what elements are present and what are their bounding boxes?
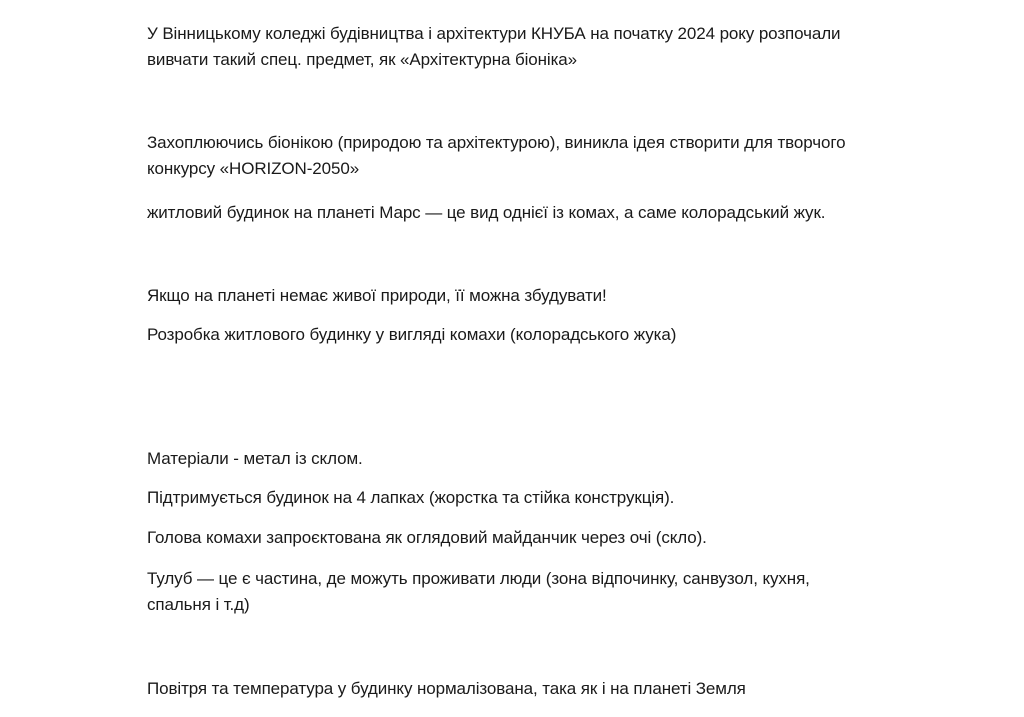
paragraph-idea xyxy=(147,130,845,182)
paragraph-development xyxy=(147,322,676,348)
text-line: Матеріали - метал із склом. xyxy=(147,449,363,468)
paragraph-head xyxy=(147,525,707,551)
text-line: вивчати такий спец. предмет, як «Архітектурна біоніка» xyxy=(147,50,578,69)
paragraph-mars-house xyxy=(147,200,825,226)
paragraph-air-temperature xyxy=(147,676,746,702)
text-line: Голова комахи запроєктована як оглядовий майданчик через очі (скло). xyxy=(147,528,707,547)
paragraph-legs xyxy=(147,485,674,511)
text-line: Якщо на планеті немає живої природи, її можна збудувати! xyxy=(147,286,607,305)
text-line: Тулуб — це є частина, де можуть проживати люди (зона відпочинку, санвузол, кухня, xyxy=(147,569,810,588)
paragraph-no-nature xyxy=(147,283,607,309)
text-line: конкурсу «HORIZON-2050» xyxy=(147,159,360,178)
paragraph-materials xyxy=(147,446,363,472)
text-line: Розробка житлового будинку у вигляді комахи (колорадського жука) xyxy=(147,325,677,344)
text-line: Підтримується будинок на 4 лапках (жорстка та стійка конструкція). xyxy=(147,488,675,507)
text-line: житловий будинок на планеті Марс — це вид однієї із комах, а саме колорадський жук. xyxy=(147,203,826,222)
text-line: У Вінницькому коледжі будівництва і архітектури КНУБА на початку 2024 року розпочали xyxy=(147,24,841,43)
text-line: спальня і т.д) xyxy=(147,595,250,614)
paragraph-body xyxy=(147,566,810,618)
paragraph-college-subject xyxy=(147,21,840,73)
text-line: Захоплюючись біонікою (природою та архітектурою), виникла ідея створити для творчого xyxy=(147,133,846,152)
text-line: Повітря та температура у будинку нормалізована, така як і на планеті Земля xyxy=(147,679,746,698)
